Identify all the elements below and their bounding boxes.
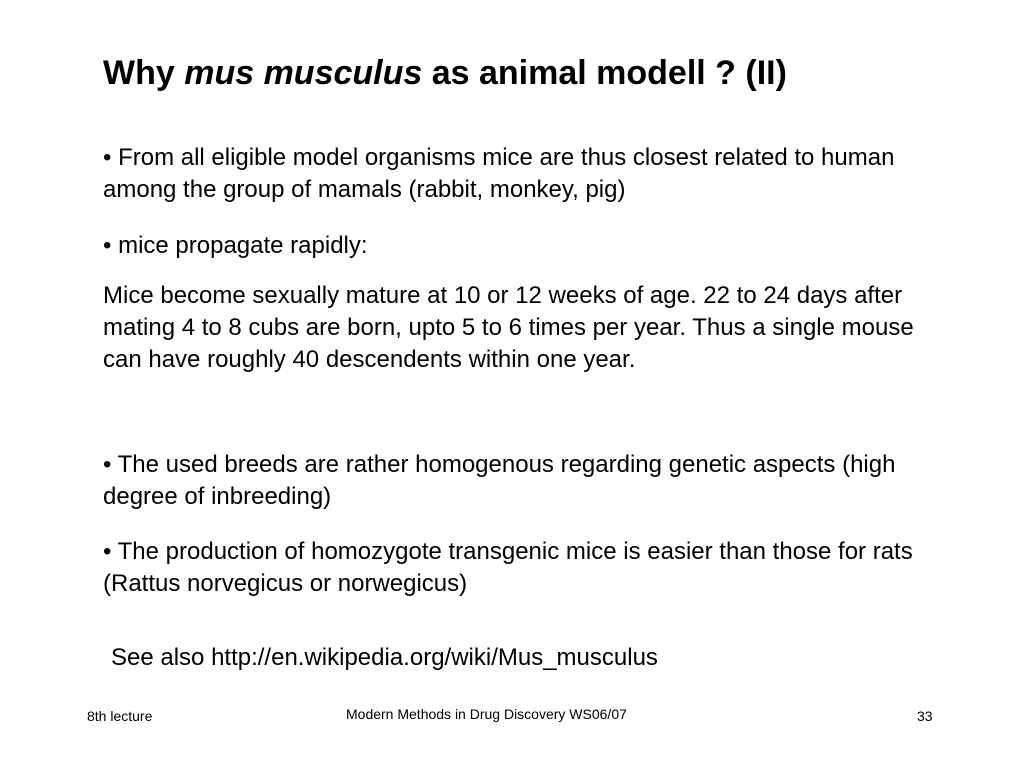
footer-page-number: 33 xyxy=(917,708,933,724)
bullet-propagate-rapidly: • mice propagate rapidly: xyxy=(103,232,368,259)
slide-title xyxy=(103,52,787,94)
bullet-homogenous-breeds: • The used breeds are rather homogenous regarding genetic aspects (high degree of inbreeding) xyxy=(103,451,896,510)
see-also-link-text: See also http://en.wikipedia.org/wiki/Mus_musculus xyxy=(111,644,658,671)
paragraph-reproduction-details: Mice become sexually mature at 10 or 12 weeks of age. 22 to 24 days after mating 4 to 8 cubs are born, upto 5 to 6 times per year. Thus a single mouse can have roughly 40 descendents within one year. xyxy=(103,282,914,373)
title-prefix: Why xyxy=(103,54,185,92)
footer-course-title: Modern Methods in Drug Discovery WS06/07 xyxy=(346,706,627,722)
bullet-closest-related: • From all eligible model organisms mice are thus closest related to human among the group of mamals (rabbit, monkey, pig) xyxy=(103,144,895,203)
bullet-transgenic-production: • The production of homozygote transgenic mice is easier than those for rats (Rattus norvegicus or norwegicus) xyxy=(103,538,913,597)
title-suffix: as animal modell ? (II) xyxy=(422,54,787,92)
title-species-name: mus musculus xyxy=(184,54,423,92)
footer-lecture-label: 8th lecture xyxy=(87,708,153,724)
